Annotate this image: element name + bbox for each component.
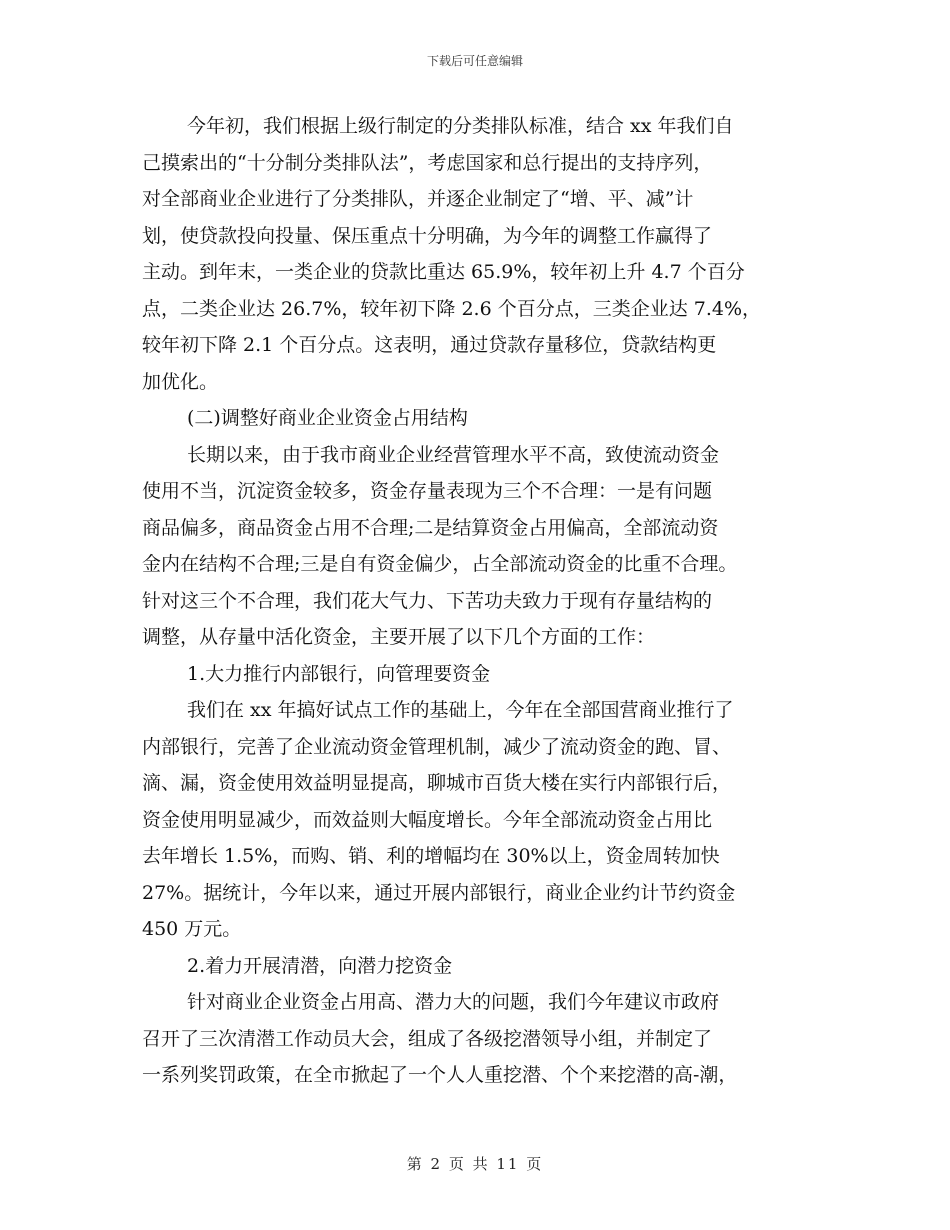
paragraph-line: 资金使用明显减少，而效益则大幅度增长。今年全部流动资金占用比: [142, 808, 713, 831]
paragraph-line: 450 万元。: [142, 918, 242, 940]
paragraph-line: 针对这三个不合理，我们花大气力、下苦功夫致力于现有存量结构的: [142, 589, 713, 612]
body-text: [142, 108, 820, 1094]
subsection-heading: 2.着力开展清潜，向潜力挖资金: [187, 954, 453, 977]
paragraph-line: 对全部商业企业进行了分类排队，并逐企业制定了“增、平、减”计: [142, 188, 694, 210]
paragraph-line: 召开了三次清潜工作动员大会，组成了各级挖潜领导小组，并制定了: [142, 1027, 713, 1050]
paragraph-line: 使用不当，沉淀资金较多，资金存量表现为三个不合理：一是有问题: [142, 480, 713, 502]
paragraph-line: 针对商业企业资金占用高、潜力大的问题，我们今年建议市政府: [187, 991, 720, 1013]
paragraph-line: 加优化。: [142, 370, 219, 393]
paragraph-line: 去年增长 1.5%，而购、销、利的增幅均在 30%以上，资金周转加快: [142, 845, 720, 867]
paragraph-line: 划，使贷款投向投量、保压重点十分明确，为今年的调整工作赢得了: [142, 224, 713, 247]
paragraph-line: 己摸索出的“十分制分类排队法”，考虑国家和总行提出的支持序列，: [142, 151, 713, 174]
paragraph-line: 我们在 xx 年搞好试点工作的基础上，今年在全部国营商业推行了: [187, 699, 734, 721]
paragraph-line: 调整，从存量中活化资金，主要开展了以下几个方面的工作：: [142, 626, 656, 648]
page-header: 下载后可任意编辑: [426, 54, 523, 68]
paragraph-line: 内部银行，完善了企业流动资金管理机制，减少了流动资金的跑、冒、: [142, 735, 732, 758]
paragraph-line: 长期以来，由于我市商业企业经营管理水平不高，致使流动资金: [187, 443, 720, 466]
paragraph-line: 今年初，我们根据上级行制定的分类排队标准，结合 xx 年我们自: [187, 115, 734, 137]
subsection-heading: 1.大力推行内部银行，向管理要资金: [187, 662, 491, 685]
paragraph-line: 商品偏多，商品资金占用不合理;二是结算资金占用偏高，全部流动资: [142, 516, 719, 539]
paragraph-line: 点，二类企业达 26.7%，较年初下降 2.6 个百分点，三类企业达 7.4%，: [142, 297, 762, 320]
paragraph-line: 较年初下降 2.1 个百分点。这表明，通过贷款存量移位，贷款结构更: [142, 334, 717, 356]
section-heading: (二)调整好商业企业资金占用结构: [187, 407, 468, 429]
paragraph-line: 滴、漏，资金使用效益明显提高，聊城市百货大楼在实行内部银行后，: [142, 772, 732, 794]
paragraph-line: 27%。据统计，今年以来，通过开展内部银行，商业企业约计节约资金: [142, 881, 736, 904]
page-footer: 第 2 页 共 11 页: [406, 1155, 544, 1173]
paragraph-line: 金内在结构不合理;三是自有资金偏少，占全部流动资金的比重不合理。: [142, 553, 738, 575]
paragraph-line: 主动。到年末，一类企业的贷款比重达 65.9%，较年初上升 4.7 个百分: [142, 261, 745, 283]
paragraph-line: 一系列奖罚政策，在全市掀起了一个人人重挖潜、个个来挖潜的高-潮，: [142, 1064, 738, 1086]
